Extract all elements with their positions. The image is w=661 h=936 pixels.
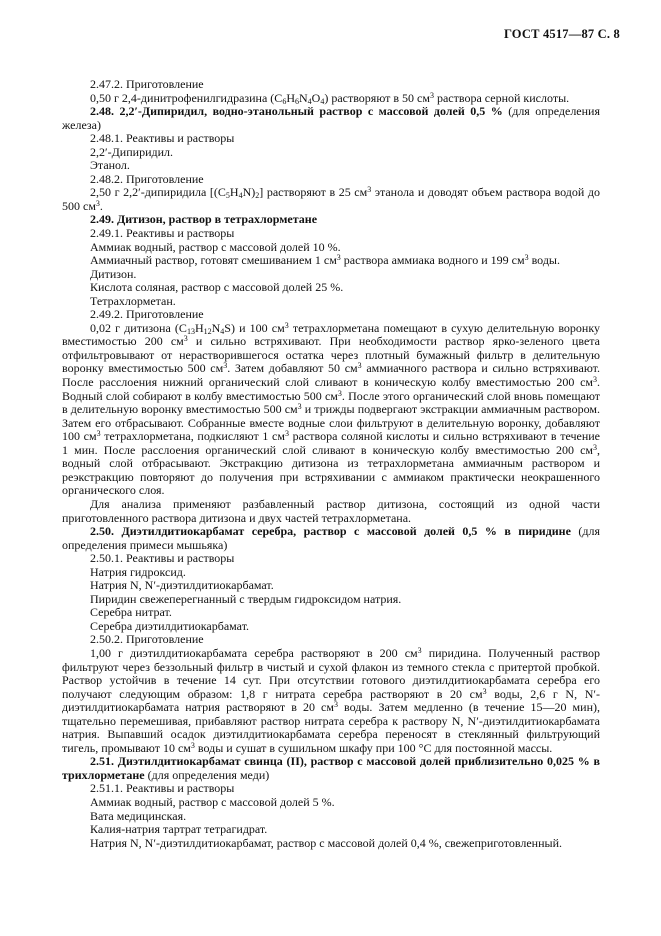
p-2-50-1: 2.50.1. Реактивы и растворы bbox=[90, 551, 235, 566]
p-na-ddtc-04: Натрия N, N′-диэтилдитиокарбамат, раствор с массовой долей 0,4 %, свежеприготовленный. bbox=[90, 835, 563, 850]
p-2-49-analysis: Для анализа применяют разбавленный раствор дитизона, состоящий из одной части приготовленного раствора дитизона и двух частей тетрахлорметана. bbox=[62, 496, 600, 525]
p-2-48-1: 2.48.1. Реактивы и растворы bbox=[90, 131, 235, 146]
p-2-47-2: 2.47.2. Приготовление bbox=[90, 77, 204, 91]
p-2-49-2: 2.49.2. Приготовление bbox=[90, 307, 204, 322]
p-ccl4: Тетрахлорметан. bbox=[90, 293, 176, 308]
p-2-49-2-text: 0,02 г дитизона $(C_{13}H_{12}N_4S)$ и 100 $см^3$ тетрахлорметана помещают в сухую делительную воронку вместимостью 200 $см^3$ и сильно встряхивают. При необходимости раствор ярко-зеленого цвета отфильтровывают от нерастворившегося остатка через плотный бумажный фильтр в делительную воронку вместимостью 500 $см^3$. Затем добавляют 50 $см^3$ аммиачного раствора и сильно встряхивают. После расслоения нижний органический слой сливают в коническую колбу вместимостью 200 $см^3$. Водный слой собирают в колбу вместимостью 500 $см^3$. После этого органический слой вновь помещают в делительную воронку вместимостью 500 $см^3$ и трижды подвергают экстракции аммиачным раствором. Затем его отбрасывают. Собранные вместе водные слои фильтруют в делительную воронку, добавляют 100 $см^3$ тетрахлорметана, подкисляют 1 $см^3$ раствора соляной кислоты и сильно встряхивают в течение 1 мин. После расслоения органический слой сливают в коническую колбу вместимостью 200 $см^3$, водный слой отбрасывают. Экстракцию дитизона из тетрахлорметана аммиачным раствором и реэкстракцию повторяют до получения при встряхивании с аммиаком практически неокрашенного органического слоя. bbox=[62, 320, 601, 498]
document-body bbox=[62, 78, 600, 850]
p-ag-ddtc: Серебра диэтилдитиокарбамат. bbox=[90, 618, 250, 633]
p-2-50-2: 2.50.2. Приготовление bbox=[90, 632, 204, 647]
p-dithizone: Дитизон. bbox=[90, 266, 137, 281]
p-ammonia-10: Аммиак водный, раствор с массовой долей 10 %. bbox=[90, 239, 341, 254]
p-2-50-2-text: 1,00 г диэтилдитиокарбамата серебра растворяют в 200 $см^3$ пиридина. Полученный раствор фильтруют через беззольный фильтр в чистый и сухой флакон из темного стекла с притертой пробкой. Раствор устойчив в течение 14 сут. При отсутствии готового диэтилдитиокарбамата серебра его получают следующим образом: 1,8 г нитрата серебра растворяют в 20 $см^3$ воды, 2,6 г N, N′-диэтилдитиокарбамата натрия растворяют в 20 $см^3$ воды. Затем медленно (в течение 15—20 мин), тщательно перемешивая, прибавляют раствор нитрата серебра к раствору N, N′-диэтилдитиокарбамата натрия. Выпавший осадок диэтилдитиокарбамата серебра переносят в стеклянный фильтрующий тигель, промывают 10 $см^3$ воды и сушат в сушильном шкафу при 100 °C для постоянной массы. bbox=[62, 645, 601, 755]
section-2-48-heading: 2.48. 2,2′-Дипиридил, водно-этанольный раствор с массовой долей 0,5 % (для определения железа) bbox=[62, 104, 600, 132]
p-ammonia-5: Аммиак водный, раствор с массовой долей 5 %. bbox=[90, 794, 335, 809]
p-tartrate: Калия-натрия тартрат тетрагидрат. bbox=[90, 822, 268, 837]
p-2-49-1: 2.49.1. Реактивы и растворы bbox=[90, 226, 235, 241]
page-header: ГОСТ 4517—87 С. 8 bbox=[503, 27, 620, 41]
p-ethanol: Этанол. bbox=[90, 158, 130, 173]
section-2-50-heading: 2.50. Диэтилдитиокарбамат серебра, раствор с массовой долей 0,5 % в пиридине (для определения примеси мышьяка) bbox=[62, 524, 600, 552]
p-dipyridyl: 2,2′-Дипиридил. bbox=[90, 144, 174, 159]
p-agno3: Серебра нитрат. bbox=[90, 605, 172, 620]
p-2-47-2-text: 0,50 г 2,4-динитрофенилгидразина $(C_6H_6N_4O_4)$ растворяют в 50 $см^3$ раствора серной кислоты. bbox=[90, 90, 570, 106]
p-2-48-2: 2.48.2. Приготовление bbox=[90, 171, 204, 186]
p-2-48-2-text: 2,50 г 2,2′-дипиридила $[(C_5H_4N)_2]$ растворяют в 25 $см^3$ этанола и доводят объем раствора водой до 500 $см^3$. bbox=[62, 185, 600, 213]
p-naoh: Натрия гидроксид. bbox=[90, 564, 186, 579]
p-hcl-25: Кислота соляная, раствор с массовой долей 25 %. bbox=[90, 280, 344, 295]
p-2-51-1: 2.51.1. Реактивы и растворы bbox=[90, 781, 235, 796]
p-pyridine: Пиридин свежеперегнанный с твердым гидроксидом натрия. bbox=[90, 591, 402, 606]
section-2-49-heading: 2.49. Дитизон, раствор в тетрахлорметане bbox=[90, 212, 318, 227]
p-na-ddtc: Натрия N, N′-диэтилдитиокарбамат. bbox=[90, 578, 274, 593]
p-cotton: Вата медицинская. bbox=[90, 808, 187, 823]
section-2-51-heading: 2.51. Диэтилдитиокарбамат свинца (II), раствор с массовой долей приблизительно 0,025 % в трихлорметане (для определения меди) bbox=[62, 754, 600, 782]
p-ammonia-solution: Аммиачный раствор, готовят смешиванием 1 $см^3$ раствора аммиака водного и 199 $см^3$ воды. bbox=[90, 253, 560, 268]
